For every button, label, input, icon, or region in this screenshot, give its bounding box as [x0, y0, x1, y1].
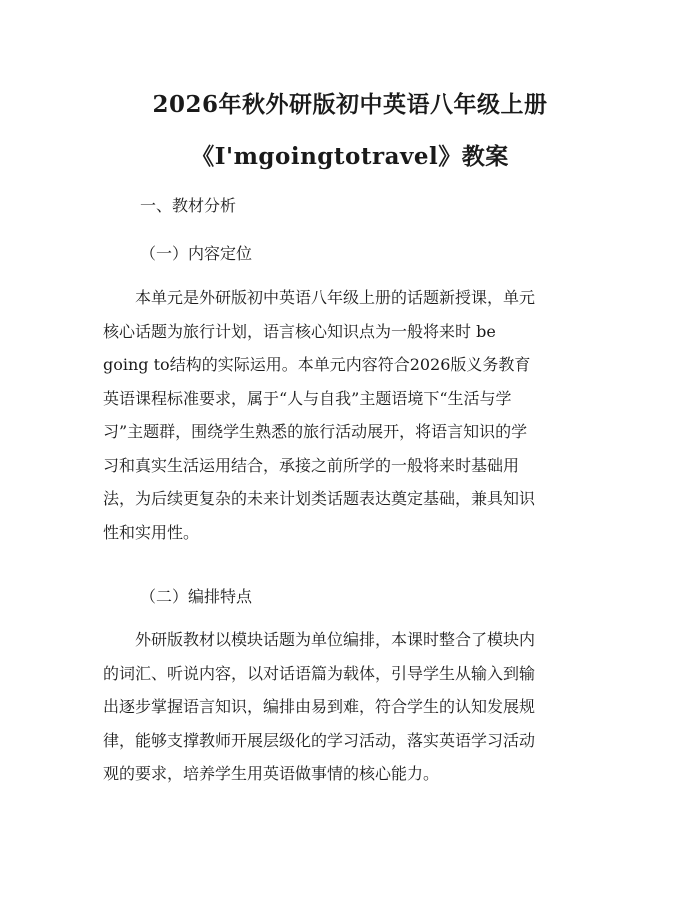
paragraph-line: 习和真实生活运用结合，承接之前所学的一般将来时基础用 — [103, 455, 520, 475]
paragraph-line: 律，能够支撑教师开展层级化的学习活动，落实英语学习活动 — [103, 730, 536, 750]
paragraph-line: 核心话题为旅行计划，语言核心知识点为一般将来时 be — [103, 321, 496, 341]
paragraph-line: 性和实用性。 — [103, 522, 200, 542]
paragraph-line: 本单元是外研版初中英语八年级上册的话题新授课，单元 — [103, 288, 536, 307]
paragraph-line: 出逐步掌握语言知识，编排由易到难，符合学生的认知发展规 — [103, 697, 536, 716]
document-subtitle: 《I'mgoingtotravel》教案 — [191, 143, 509, 170]
paragraph-line: 外研版教材以模块话题为单位编排，本课时整合了模块内 — [103, 630, 536, 649]
paragraph-arrangement — [103, 623, 603, 791]
paragraph-line: 习”主题群，围绕学生熟悉的旅行活动展开，将语言知识的学 — [103, 422, 528, 441]
paragraph-line: going to结构的实际运用。本单元内容符合2026版义务教育 — [103, 355, 531, 374]
paragraph-line: 英语课程标准要求，属于“人与自我”主题语境下“生活与学 — [103, 388, 512, 408]
document-title: 2026年秋外研版初中英语八年级上册 — [152, 91, 548, 118]
section-heading-analysis: 一、教材分析 — [140, 196, 237, 215]
subsection-heading-arrangement: （二）编排特点 — [140, 587, 253, 606]
paragraph-line: 的词汇、听说内容，以对话语篇为载体，引导学生从输入到输 — [103, 663, 536, 683]
paragraph-line: 观的要求，培养学生用英语做事情的核心能力。 — [103, 764, 440, 783]
subsection-heading-positioning: （一）内容定位 — [140, 244, 253, 263]
paragraph-positioning — [103, 281, 603, 549]
paragraph-line: 法，为后续更复杂的未来计划类话题表达奠定基础，兼具知识 — [103, 489, 536, 508]
